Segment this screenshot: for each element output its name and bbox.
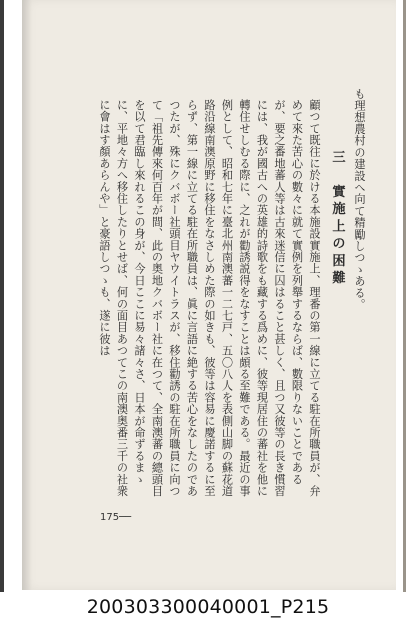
book-binding-edge bbox=[0, 0, 4, 592]
book-page-edge bbox=[403, 0, 406, 592]
page-text bbox=[56, 88, 368, 508]
body-paragraph: 顧つて既往に於ける本施設實施上、理番の第一線に立てる駐在所職員が、弁めて來た苦心の數々に就て實例を列舉するならば、數限りないことであるが、要之番地蕃人等は古來迷信に囚はること甚しく、且つ又彼等の長き慣習には、我が國古への英雄的詩歌をも藏する爲めに、彼等現居住の蕃社を他に轉住せしむる際に、之れが勸誘説得をなすことは頗る至難である。最近の事例として、昭和七年に臺北州南澳蕃一二七戸、五〇八人を表側山脚の蘇花道路沿線南澳原野に移住をなさしめた際の如きも、彼等は容易に慶諾するに至らず、第一線に立てる駐在所職員は、眞に言語に絶する苦心をなしたのであつたが、殊にクバボー社頭目ヤウイトラスが、移住勸誘の駐在所職員に向つて「祖先傳來何百年が間、此の奥地クバボー社に在つて、全南澳蕃の總頭目を以て君臨し來れるこの身が、今日ここに易々諸々さ、日本が命ずるまゝに、平地々方へ移住したりとせば、何の面目あつてこの南澳奥番三千の社衆に會はす顏あらんや」と豪語しつゝも、遂に彼は bbox=[98, 99, 321, 497]
image-caption: 200303300040001_P215 bbox=[86, 596, 330, 618]
section-heading: 三 實施上の困難 bbox=[329, 150, 345, 288]
text-line: も理想農村の建設へ向て精勵しつゝある。 bbox=[353, 88, 366, 311]
page-number: 175── bbox=[100, 512, 132, 523]
page-gutter-shadow bbox=[22, 0, 32, 590]
